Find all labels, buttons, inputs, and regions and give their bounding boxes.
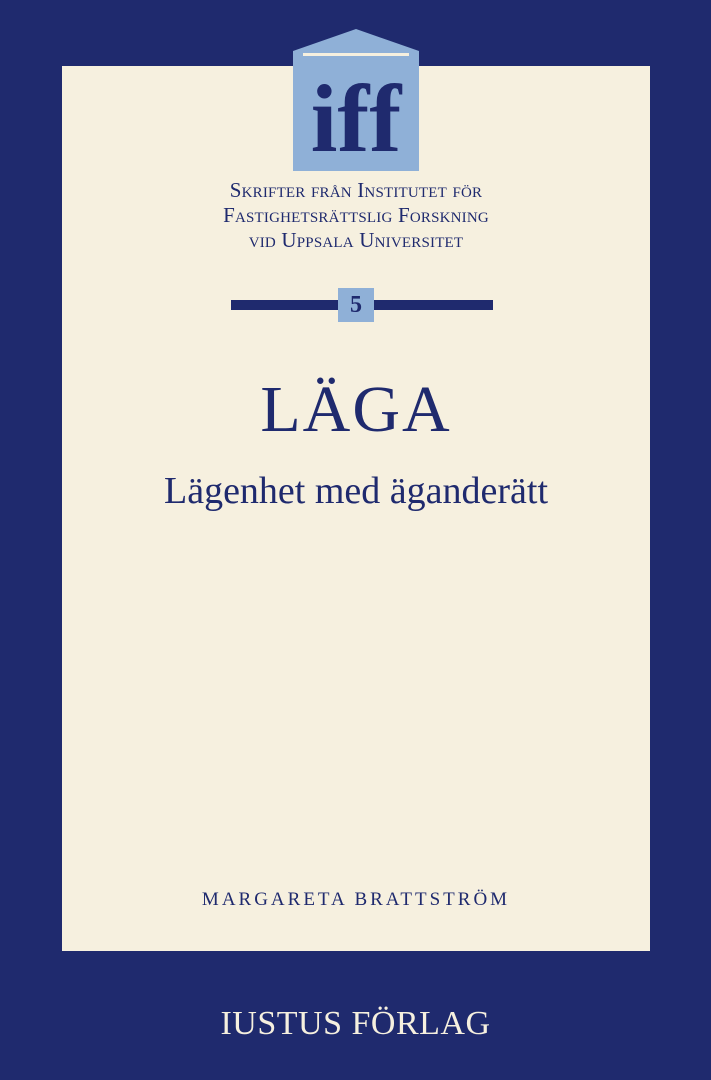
book-author: MARGARETA BRATTSTRÖM (201, 889, 511, 910)
series-name (62, 178, 650, 253)
institute-logo-icon (293, 29, 419, 171)
series-line-3: vid Uppsala Universitet (248, 228, 464, 252)
series-line-1: Skrifter från Institutet för (229, 178, 483, 202)
logo-text: iff (310, 65, 402, 171)
book-subtitle: Lägenhet med äganderätt (163, 470, 549, 512)
book-title: LÄGA (260, 373, 452, 446)
iff-logo (293, 29, 419, 171)
publisher-name: IUSTUS FÖRLAG (220, 1005, 491, 1042)
series-line-2: Fastighetsrättslig Forskning (223, 203, 489, 227)
series-number: 5 (338, 288, 374, 322)
